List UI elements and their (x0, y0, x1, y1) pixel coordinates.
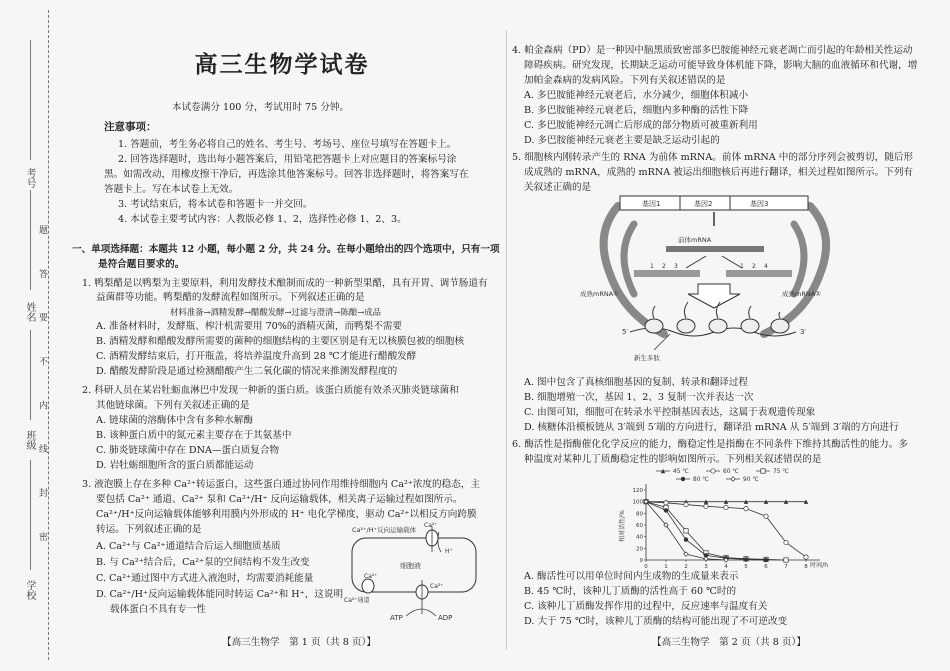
gene-1-label: 基因1 (642, 200, 661, 208)
exam-title: 高三生物学试卷 (194, 51, 370, 78)
q5-option-b: B. 细胞增殖一次，基因 1、2、3 复制一次并表达一次 (524, 392, 754, 403)
legend-entry (726, 476, 759, 483)
q6-option-d: D. 大于 75 ℃时，该种儿丁质酶的结构可能出现了不可逆改变 (524, 616, 788, 627)
gene-2-label: 基因2 (694, 200, 713, 208)
h-ion-label: H⁺ (445, 548, 453, 555)
notice-line: 1. 答题前，考生务必将自己的姓名、考生号、考场号、座位号填写在答题卡上。 (118, 139, 457, 150)
q5-option-a: A. 图中包含了真核细胞基因的复制、转录和翻译过程 (524, 377, 749, 388)
data-point (704, 504, 708, 508)
data-point (684, 529, 688, 533)
q4-option-a: A. 多巴胺能神经元衰老后，水分减少，细胞体积减小 (524, 90, 749, 101)
chart-series (644, 499, 808, 562)
section-heading: 是符合题目要求的。 (98, 259, 185, 270)
fermentation-flow: 材料准备→酒精发酵→醋酸发酵→过滤与澄清→陈酿→成品 (170, 307, 381, 317)
legend-entry (656, 468, 689, 475)
question-3-stem: Ca²⁺/H⁺反向运输载体能够利用膜内外形成的 H⁺ 电化学梯度，驱动 Ca²⁺以相反方向跨膜 (96, 509, 477, 520)
y-tick-label: 20 (636, 546, 643, 553)
q2-option-c: C. 肺炎链球菌中存在 DNA—蛋白质复合物 (96, 445, 280, 456)
y-tick-label: 100 (632, 499, 643, 506)
svg-text:1: 1 (740, 263, 744, 270)
y-tick-label: 80 (636, 511, 643, 518)
envelope-segment (794, 224, 804, 294)
x-tick-label: 2 (684, 564, 688, 570)
data-point (744, 557, 748, 561)
question-6-stem: 种温度对某种儿丁质酶稳定性的影响如图所示。下列相关叙述错误的是 (524, 454, 822, 465)
channel-label: Ca²⁺通道 (344, 597, 370, 604)
notice-line: 答题卡上。写在本试卷上无效。 (104, 184, 239, 195)
data-point (764, 514, 768, 518)
data-point (731, 477, 735, 481)
q3-option-d: D. Ca²⁺/H⁺反向运输载体能同时转运 Ca²⁺和 H⁺，这说明 (96, 589, 344, 600)
q4-option-d: D. 多巴胺能神经元衰老主要是缺乏运动引起的 (524, 135, 720, 146)
pre-mrna-label: 前体mRNA (678, 236, 712, 244)
mature-mrna-2 (726, 270, 792, 277)
page-divider (506, 30, 507, 650)
legend-label: 90 ℃ (743, 477, 759, 483)
exam-number-label: 考号 (24, 168, 35, 188)
q6-option-a: A. 酶活性可以用单位时间内生成物的生成量来表示 (524, 571, 739, 582)
notice-line: 2. 回答选择题时，选出每小题答案后，用铅笔把答题卡上对应题目的答案标号涂 (118, 154, 457, 165)
legend-label: 45 ℃ (673, 469, 689, 475)
question-4-stem: 加帕金森病的发病风险。下列有关叙述错误的是 (524, 75, 726, 86)
svg-text:2: 2 (752, 263, 756, 270)
vacuole-label: 细胞液 (400, 562, 421, 570)
page-1 (62, 0, 502, 671)
svg-text:3: 3 (674, 263, 678, 270)
legend-entry (706, 468, 739, 475)
data-point (724, 505, 728, 509)
fill-line (30, 190, 31, 290)
q1-option-c: C. 酒精发酵结束后，打开瓶盖，将培养温度升高到 28 ℃才能进行醋酸发酵 (96, 351, 417, 362)
legend-label: 80 ℃ (693, 477, 709, 483)
gene-3-label: 基因3 (750, 200, 769, 208)
atp-label: ATP (390, 614, 403, 622)
x-tick-label: 8 (804, 564, 808, 570)
vacuole-transport-diagram (344, 522, 494, 622)
data-point (784, 558, 788, 562)
y-tick-label: 40 (636, 534, 643, 541)
atp-arrow (406, 609, 436, 616)
name-label: 姓名 (24, 302, 35, 322)
ca-ion-label: Ca²⁺ (364, 573, 378, 580)
question-4-stem: 障碍疾病。研究发现，长期缺乏运动可能导致身体机能下降，影响大脑的血液循环和代谢，增 (524, 60, 918, 71)
x-tick-label: 6 (764, 564, 768, 570)
data-point (684, 502, 688, 506)
carrier-label: Ca²⁺/H⁺反向运输载体 (352, 526, 417, 534)
q1-option-d: D. 醋酸发酵阶段是通过检测醋酸产生二氧化碳的情况来推测发酵程度的 (96, 366, 398, 377)
h-arrow (438, 532, 441, 552)
x-axis-label: 时间/h (810, 562, 828, 569)
q1-option-b: B. 酒精发酵和醋酸发酵所需要的菌种的细胞结构的主要区别是有无以核膜包被的细胞核 (96, 336, 465, 347)
x-tick-label: 7 (784, 564, 788, 570)
svg-text:2: 2 (662, 263, 666, 270)
legend-entry (756, 468, 789, 475)
page-footer: 【高三生物学 第 1 页（共 8 页）】 (222, 637, 376, 648)
q2-option-b: B. 该种蛋白质中的氮元素主要存在于其氨基中 (96, 430, 292, 441)
exam-info: 本试卷满分 100 分，考试用时 75 分钟。 (172, 102, 350, 113)
data-point (684, 537, 688, 541)
ca-ion-label: Ca²⁺ (424, 522, 438, 529)
chart-legend (656, 468, 789, 483)
three-prime-label: 3′ (800, 328, 807, 336)
data-point (804, 555, 808, 559)
export-arrow (688, 284, 740, 308)
school-label: 学校 (24, 580, 35, 600)
notice-line: 3. 考试结束后，将本试卷和答题卡一并交回。 (118, 199, 313, 210)
data-point (681, 477, 685, 481)
enzyme-stability-chart (616, 464, 836, 572)
q3-option-b: B. 与 Ca²⁺结合后，Ca²⁺泵的空间结构不发生改变 (96, 557, 310, 568)
question-3-stem: 要包括 Ca²⁺ 通道、Ca²⁺ 泵和 Ca²⁺/H⁺ 反向运输载体，相关离子运输过程如图所示。 (96, 494, 463, 505)
q4-option-c: C. 多巴胺能神经元凋亡后形成的部分物质可被重新利用 (524, 120, 758, 131)
q6-option-c: C. 该种儿丁质酶发挥作用的过程中，反应速率与温度有关 (524, 601, 768, 612)
question-1-stem: 益菌群等功能。鸭梨醋的发酵流程如图所示。下列叙述正确的是 (96, 292, 365, 303)
x-tick-label: 0 (644, 564, 648, 570)
legend-entry (676, 476, 709, 483)
data-point (664, 508, 668, 512)
q3-option-d-cont: 载体蛋白不具有专一性 (110, 604, 206, 615)
nascent-peptide-label: 新生多肽 (634, 354, 660, 362)
question-1-stem: 1. 鸭梨醋是以鸭梨为主要原料，利用发酵技术酿制而成的一种新型果醋，具有开胃、调节肠道有 (82, 278, 488, 289)
mrna-splicing-diagram (574, 194, 854, 372)
q2-option-a: A. 链球菌的溶酶体中含有多种水解酶 (96, 415, 253, 426)
q5-option-c: C. 由图可知，细胞可在转录水平控制基因表达，这属于表观遗传现象 (524, 407, 816, 418)
x-tick-label: 1 (664, 564, 668, 570)
fill-line (30, 330, 31, 420)
data-point (764, 558, 768, 562)
q3-option-c: C. Ca²⁺通过图中方式进入液泡时，均需要消耗能量 (96, 573, 314, 584)
pre-mrna (666, 246, 764, 252)
question-4-stem: 4. 帕金森病（PD）是一种因中脑黑质致密部多巴胺能神经元衰老凋亡而引起的年龄相关性运动 (512, 45, 913, 56)
x-tick-label: 4 (724, 564, 728, 570)
q3-option-a: A. Ca²⁺与 Ca²⁺通道结合后运入细胞质基质 (96, 541, 281, 552)
q2-option-d: D. 岩牡蛎细胞所含的蛋白质都能运动 (96, 460, 254, 471)
section-heading: 一、单项选择题：本题共 12 小题，每小题 2 分，共 24 分。在每小题给出的四个选项中，只有一项 (72, 244, 500, 255)
page-2 (512, 0, 942, 671)
five-prime-label: 5′ (622, 328, 629, 336)
q6-option-b: B. 45 ℃时，该种儿丁质酶的活性高于 60 ℃时的 (524, 586, 737, 597)
q5-option-d: D. 核糖体沿模板链从 3′端到 5′端的方向进行，翻译沿 mRNA 从 5′端到 3′端的方向进行 (524, 422, 899, 433)
question-3-stem: 3. 液泡膜上存在多种 Ca²⁺转运蛋白，这些蛋白通过协同作用维持细胞内 Ca²⁺浓度的稳态，主 (82, 479, 481, 490)
legend-label: 60 ℃ (723, 469, 739, 475)
envelope-segment (624, 224, 634, 294)
mature-mrna-1-label: 成熟mRNA① (580, 290, 619, 298)
x-tick-label: 5 (744, 564, 748, 570)
fill-line (30, 40, 31, 160)
page-footer: 【高三生物学 第 2 页（共 8 页）】 (652, 637, 806, 648)
question-3-stem: 转运。下列叙述正确的是 (96, 524, 202, 535)
data-point (664, 501, 668, 505)
data-point (711, 469, 715, 473)
binding-margin (0, 0, 58, 671)
question-5-stem: 关叙述正确的是 (524, 182, 592, 193)
y-tick-label: 0 (639, 558, 643, 564)
y-axis-label: 相对活性/% (619, 510, 626, 542)
notice-heading: 注意事项： (104, 121, 157, 133)
y-tick-label: 120 (632, 488, 643, 494)
q1-option-a: A. 准备材料时，发酵瓶、榨汁机需要用 70%的酒精灭菌，而鸭梨不需要 (96, 321, 403, 332)
ca-ion-label: Ca²⁺ (430, 583, 444, 590)
question-5-stem: 成成熟的 mRNA，成熟的 mRNA 被运出细胞核后再进行翻译，相关过程如图所示。下列有 (524, 167, 914, 178)
mature-mrna-1 (634, 270, 700, 277)
splice-arrows (686, 256, 742, 268)
ca-channel (362, 579, 374, 593)
adp-label: ADP (438, 614, 453, 622)
legend-label: 75 ℃ (773, 469, 789, 475)
fill-line (30, 460, 31, 570)
notice-line: 4. 本试卷主要考试内容：人教版必修 1、2，选择性必修 1、2、3。 (118, 214, 407, 225)
question-5-stem: 5. 细胞核内刚转录产生的 RNA 为前体 mRNA。前体 mRNA 中的部分序列会被剪切，随后形 (512, 152, 914, 163)
question-6-stem: 6. 酶活性是指酶催化化学反应的能力，酶稳定性是指酶在不同条件下维持其酶活性的能力。多 (512, 439, 908, 450)
data-point (744, 506, 748, 510)
question-2-stem: 2. 科研人员在某岩牡蛎血淋巴中发现一种新的蛋白质。该蛋白质能有效杀灭肺炎链球菌和 (82, 385, 459, 396)
q4-option-b: B. 多巴胺能神经元衰老后，细胞内多种酶的活性下降 (524, 105, 749, 116)
data-point (784, 540, 788, 544)
svg-text:1: 1 (650, 263, 654, 270)
notice-line: 黑。如需改动，用橡皮擦干净后，再选涂其他答案标号。回答非选择题时，将答案写在 (104, 169, 469, 180)
data-point (761, 469, 765, 473)
seal-warning: 题 答 要 不 内 线 封 密 (37, 225, 47, 558)
question-2-stem: 其他链球菌。下列有关叙述正确的是 (96, 400, 250, 411)
class-label: 班级 (24, 430, 35, 450)
y-tick-label: 60 (636, 523, 643, 529)
mature-mrna-2-label: 成熟mRNA② (782, 290, 821, 298)
svg-text:4: 4 (764, 263, 768, 270)
x-tick-label: 3 (704, 564, 708, 570)
